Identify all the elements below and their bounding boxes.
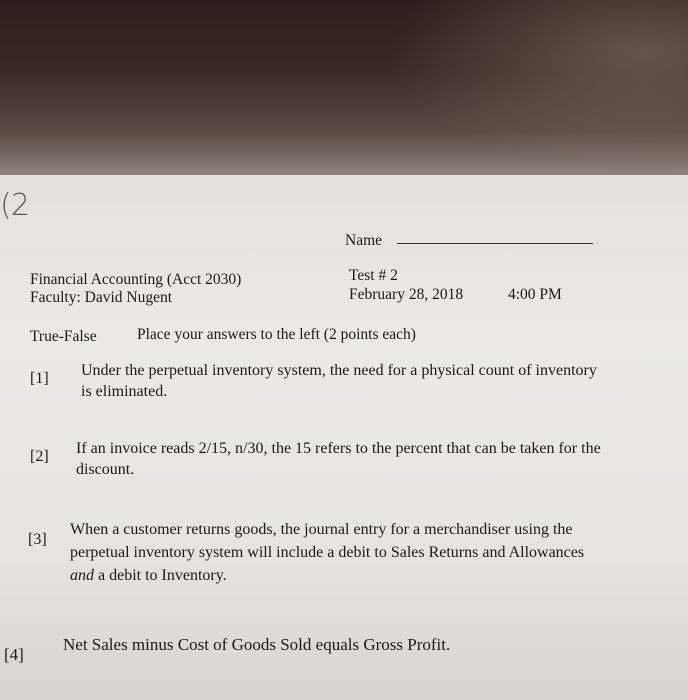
question-text-2 — [76, 438, 681, 480]
question-number-2: [2] — [30, 448, 49, 465]
faculty-name: Faculty: David Nugent — [30, 289, 173, 306]
question-3-line-2: perpetual inventory system will include a debit to Sales Returns and Allowances — [70, 544, 585, 561]
question-4-line-1: Net Sales minus Cost of Goods Sold equals Gross Profit. — [63, 635, 451, 654]
question-3-emphasis: and — [70, 567, 94, 584]
question-3-line-3 — [70, 564, 685, 587]
name-label: Name — [345, 232, 383, 249]
question-text-3 — [70, 518, 685, 587]
section-title: True-False — [30, 328, 97, 345]
name-blank-line — [397, 243, 593, 244]
question-number-4: [4] — [4, 645, 24, 664]
question-text-4 — [63, 634, 663, 655]
question-number-1: [1] — [30, 370, 49, 387]
course-title: Financial Accounting (Acct 2030) — [30, 271, 242, 288]
test-time: 4:00 PM — [508, 286, 562, 303]
question-1-line-2: is eliminated. — [81, 383, 168, 400]
question-text-1 — [81, 360, 671, 402]
test-date: February 28, 2018 — [349, 286, 464, 303]
question-number-3: [3] — [28, 531, 47, 548]
handwritten-page-mark: (2 — [0, 188, 29, 223]
question-2-line-2: discount. — [76, 461, 135, 478]
photo-background-shadow — [0, 0, 688, 175]
section-instructions: Place your answers to the left (2 points each) — [137, 326, 416, 343]
question-2-line-1: If an invoice reads 2/15, n/30, the 15 refers to the percent that can be taken for the — [76, 440, 601, 457]
question-3-line-1: When a customer returns goods, the journal entry for a merchandiser using the — [70, 521, 573, 538]
test-number: Test # 2 — [349, 267, 398, 284]
question-1-line-1: Under the perpetual inventory system, the need for a physical count of inventory — [81, 362, 597, 379]
question-3-line-3-rest: a debit to Inventory. — [94, 567, 227, 584]
